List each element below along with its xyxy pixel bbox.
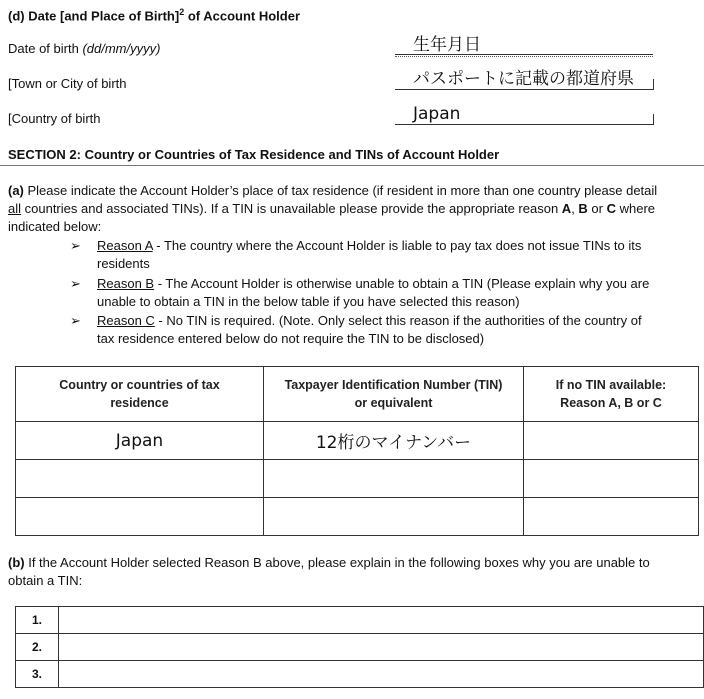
table-row — [16, 460, 699, 498]
header-country: Country or countries of tax residence — [16, 367, 264, 422]
explanation-box[interactable] — [59, 607, 704, 634]
intro-a-reason-b: B — [578, 201, 588, 216]
reason-text: - The Account Holder is otherwise unable to obtain a TIN (Please explain why you are — [154, 276, 650, 291]
footnote-marker: 2 — [179, 7, 185, 17]
explanation-row — [16, 661, 704, 688]
table-header-row — [16, 367, 699, 422]
country-label: [Country of birth — [8, 111, 101, 126]
cell-tin[interactable] — [264, 498, 524, 536]
reason-label: Reason A — [97, 238, 153, 253]
town-value[interactable]: パスポートに記載の都道府県 — [413, 69, 634, 89]
section2-divider — [0, 165, 704, 166]
explanation-box[interactable] — [59, 634, 704, 661]
intro-a-text-4: indicated below: — [8, 219, 102, 234]
intro-a-or: or — [587, 201, 607, 216]
dob-dotted-line — [395, 56, 653, 57]
cell-reason[interactable] — [524, 460, 699, 498]
country-value[interactable]: Japan — [413, 104, 461, 124]
reason-text: - No TIN is required. (Note. Only select this reason if the authorities of the country of — [154, 313, 642, 328]
section2-title: SECTION 2: Country or Countries of Tax Residence and TINs of Account Holder — [8, 147, 500, 162]
intro-a-reason-a: A — [561, 201, 572, 216]
reason-text-cont: tax residence entered below do not require the TIN to be disclosed) — [97, 331, 485, 346]
cell-country[interactable] — [16, 498, 264, 536]
arrow-bullet-icon: ➢ — [70, 238, 81, 253]
intro-a-text-1: Please indicate the Account Holder’s place of tax residence (if resident in more than one country please detail — [23, 183, 658, 198]
dob-value[interactable]: 生年月日 — [413, 35, 481, 55]
intro-b-label: (b) — [8, 555, 25, 570]
reason-label: Reason B — [97, 276, 155, 291]
intro-a-comma: , — [571, 201, 579, 216]
tin-explanation-table — [15, 606, 704, 688]
dob-underline — [395, 54, 653, 55]
reason-b-item — [70, 275, 692, 311]
intro-a — [8, 182, 696, 236]
intro-b-text-1: If the Account Holder selected Reason B above, please explain in the following boxes why you are unable to — [24, 555, 650, 570]
explanation-row — [16, 634, 704, 661]
section-d-heading — [8, 7, 300, 23]
table-row — [16, 422, 699, 460]
intro-a-reason-c: C — [606, 201, 616, 216]
section-d-heading-tail: of Account Holder — [184, 8, 300, 24]
section-d-heading-text: (d) Date [and Place of Birth] — [8, 8, 180, 24]
row-number: 1. — [16, 607, 59, 634]
cell-country[interactable] — [16, 460, 264, 498]
intro-a-text-3: where — [616, 201, 656, 216]
country-corner — [649, 114, 654, 125]
cell-reason[interactable] — [524, 422, 699, 460]
cell-country[interactable]: Japan — [16, 422, 264, 460]
reason-text-cont: residents — [97, 256, 150, 271]
row-number: 2. — [16, 634, 59, 661]
town-underline — [395, 89, 653, 90]
table-row — [16, 498, 699, 536]
reason-text-cont: unable to obtain a TIN in the below table if you have selected this reason) — [97, 294, 520, 309]
reason-label: Reason C — [97, 313, 155, 328]
header-tin: Taxpayer Identification Number (TIN) or equivalent — [264, 367, 524, 422]
header-no-tin-reason: If no TIN available: Reason A, B or C — [524, 367, 699, 422]
reason-c-item — [70, 312, 692, 348]
town-label: [Town or City of birth — [8, 76, 127, 91]
row-number: 3. — [16, 661, 59, 688]
explanation-box[interactable] — [59, 661, 704, 688]
arrow-bullet-icon: ➢ — [70, 313, 81, 328]
intro-a-text-2: countries and associated TINs). If a TIN is unavailable please provide the appropriate reason — [21, 201, 562, 216]
town-corner — [649, 79, 654, 90]
dob-format-hint: (dd/mm/yyyy) — [82, 41, 161, 56]
cell-tin[interactable]: 12桁のマイナンバー — [264, 422, 524, 460]
reason-a-item — [70, 237, 692, 273]
cell-reason[interactable] — [524, 498, 699, 536]
reason-text: - The country where the Account Holder is liable to pay tax does not issue TINs to its — [152, 238, 642, 253]
tax-residence-table — [15, 366, 699, 536]
intro-a-label: (a) — [8, 183, 24, 198]
arrow-bullet-icon: ➢ — [70, 276, 81, 291]
intro-a-all: all — [8, 201, 22, 216]
explanation-row — [16, 607, 704, 634]
cell-tin[interactable] — [264, 460, 524, 498]
country-underline — [395, 124, 653, 125]
intro-b-text-2: obtain a TIN: — [8, 573, 83, 588]
intro-b — [8, 554, 696, 590]
dob-label — [8, 41, 160, 56]
dob-label-text: Date of birth — [8, 41, 83, 56]
